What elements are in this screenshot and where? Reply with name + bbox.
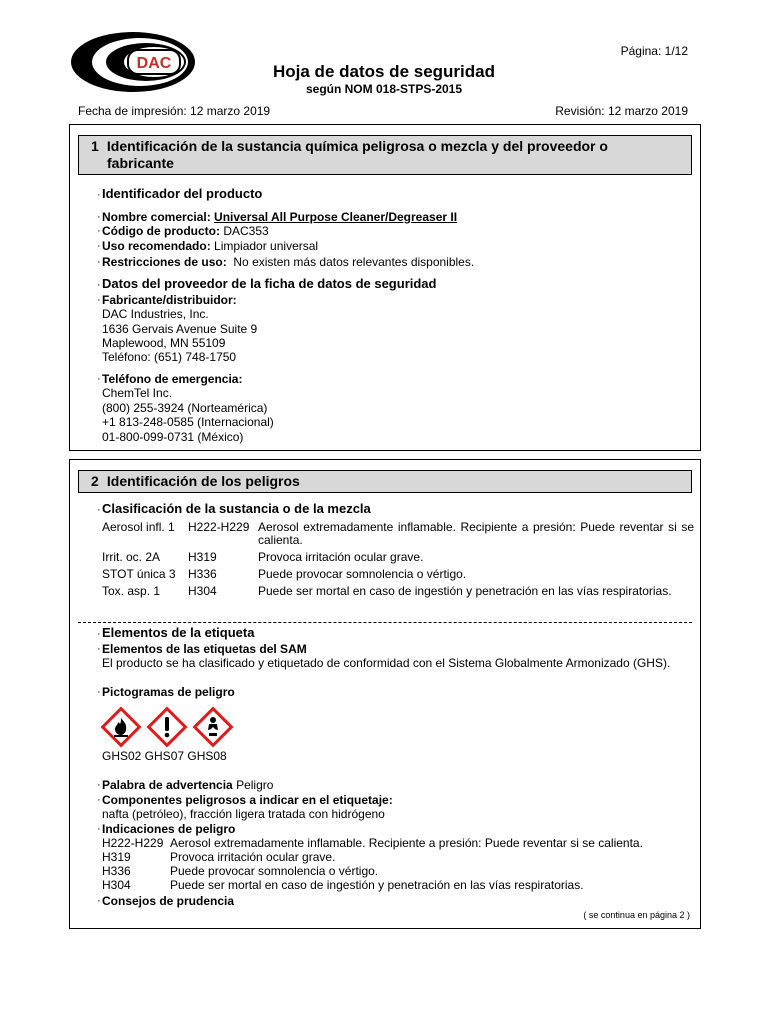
flame-icon xyxy=(100,706,142,748)
section-2-heading: 2 Identificación de los peligros xyxy=(78,470,692,493)
trade-name-line: Nombre comercial: Universal All Purpose Cleaner/Degreaser II xyxy=(102,210,458,224)
revision-date: Revisión: 12 marzo 2019 xyxy=(555,104,688,118)
supplier-heading: Datos del proveedor de la ficha de datos de seguridad xyxy=(102,276,437,291)
pictogram-row xyxy=(100,706,234,748)
components-label: Componentes peligrosos a indicar en el etiquetaje: xyxy=(102,793,393,807)
classification-heading: Clasificación de la sustancia o de la mezcla xyxy=(102,501,371,516)
manufacturer-address-1: 1636 Gervais Avenue Suite 9 xyxy=(102,322,258,336)
classification-table xyxy=(102,521,694,602)
emergency-phone-na: (800) 255-3924 (Norteamérica) xyxy=(102,401,268,415)
classification-row: STOT única 3 H336 Puede provocar somnolencia o vértigo. xyxy=(102,567,467,581)
label-elements-heading: Elementos de la etiqueta xyxy=(102,625,255,640)
hazard-statement: H222-H229 Aerosol extremadamente inflamable. Recipiente a presión: Puede reventar si se calienta. xyxy=(102,836,643,850)
hazard-statement: H319 Provoca irritación ocular grave. xyxy=(102,850,336,864)
page-number: Página: 1/12 xyxy=(620,44,688,58)
hazard-statements-label: Indicaciones de peligro xyxy=(102,822,236,836)
exclamation-icon xyxy=(146,706,188,748)
product-code-line: Código de producto: DAC353 xyxy=(102,224,269,238)
manufacturer-address-2: Maplewood, MN 55109 xyxy=(102,336,226,350)
classification-row: Irrit. oc. 2A H319 Provoca irritación ocular grave. xyxy=(102,550,424,564)
section-1-heading: 1 Identificación de la sustancia química peligrosa o mezcla y del proveedor o fabricante xyxy=(78,135,692,175)
manufacturer-name: DAC Industries, Inc. xyxy=(102,307,209,321)
components-text: nafta (petróleo), fracción ligera tratada con hidrógeno xyxy=(102,807,385,821)
product-identifier-heading: Identificador del producto xyxy=(102,186,263,201)
sam-label: Elementos de las etiquetas del SAM xyxy=(102,642,307,656)
hazard-statement: H304 Puede ser mortal en caso de ingestión y penetración en las vías respiratorias. xyxy=(102,878,584,892)
print-date: Fecha de impresión: 12 marzo 2019 xyxy=(78,104,271,118)
emergency-phone-mx: 01-800-099-0731 (México) xyxy=(102,430,244,444)
signal-word-line: Palabra de advertencia Peligro xyxy=(102,778,274,792)
manufacturer-phone: Teléfono: (651) 748-1750 xyxy=(102,350,237,364)
sam-text: El producto se ha clasificado y etiquetado de conformidad con el Sistema Globalmente Armonizado (GHS). xyxy=(102,656,671,670)
health-hazard-icon xyxy=(192,706,234,748)
pictogram-codes: GHS02 GHS07 GHS08 xyxy=(102,749,227,763)
manufacturer-label: Fabricante/distribuidor: xyxy=(102,293,237,307)
section-2: 2 Identificación de los peligros · Clasificación de la sustancia o de la mezcla Aerosol infl. 1 H222-H229 Aerosol extremadamente inflamable. Recipiente a presión: Puede reventar si se calienta. Irrit. oc. 2A H319 Provoca irritación ocular grave. STOT única 3 H336 Puede provocar somnolencia o vértigo. Tox. asp. 1 H304 Puede ser mortal en caso de ingestión y penetración en las vías respiratorias. · Elementos de la etiqueta · Elementos de las etiquetas del SAM El producto se ha clasificado y etiquetado de conformidad con el Sistema Globalmente Armonizado (GHS). · Pictogramas de peligro GHS02 GHS07 GHS08 · Palabra de advertencia Peligro · Componentes peligrosos a indicar en el etiquetaje: nafta (petróleo), fracción ligera tratada con hidrógeno · Indicaciones de peligro H222-H229 Aerosol extremadamente inflamable. Recipiente a presión: Puede reventar si se calienta. H319 Provoca irritación ocular grave. H336 Puede provocar somnolencia o vértigo. H304 Puede ser mortal en caso de ingestión y penetración en las vías respiratorias. · Consejos de prudencia ( se continua en página 2 ) xyxy=(69,459,701,929)
trade-name: Universal All Purpose Cleaner/Degreaser II xyxy=(214,210,458,224)
restrictions-line: Restricciones de uso: No existen más datos relevantes disponibles. xyxy=(102,255,475,269)
signal-word: Peligro xyxy=(236,778,274,792)
emergency-company: ChemTel Inc. xyxy=(102,386,173,400)
recommended-use-line: Uso recomendado: Limpiador universal xyxy=(102,239,319,253)
precautionary-label: Consejos de prudencia xyxy=(102,894,235,908)
classification-row: Tox. asp. 1 H304 Puede ser mortal en caso de ingestión y penetración en las vías respiratorias. xyxy=(102,584,672,598)
classification-row: Aerosol infl. 1 H222-H229 Aerosol extremadamente inflamable. Recipiente a presión: Puede reventar si se calienta. xyxy=(102,520,694,547)
emergency-phone-intl: +1 813-248-0585 (Internacional) xyxy=(102,415,274,429)
document-title: Hoja de datos de seguridad xyxy=(273,62,495,81)
hazard-statements-list xyxy=(102,836,643,892)
divider xyxy=(78,622,692,623)
section-1: 1 Identificación de la sustancia química peligrosa o mezcla y del proveedor o fabricante · Identificador del producto · Nombre comercial: Universal All Purpose Cleaner/Degreaser II · Código de producto: DAC353 · Uso recomendado: Limpiador universal · Restricciones de uso: No existen más datos relevantes disponibles. · Datos del proveedor de la ficha de datos de seguridad · Fabricante/distribuidor: DAC Industries, Inc. 1636 Gervais Avenue Suite 9 Maplewood, MN 55109 Teléfono: (651) 748-1750 · Teléfono de emergencia: ChemTel Inc. (800) 255-3924 (Norteamérica) +1 813-248-0585 (Internacional) 01-800-099-0731 (México) xyxy=(69,124,701,451)
document-subtitle: según NOM 018-STPS-2015 xyxy=(305,82,463,96)
pictograms-label: Pictogramas de peligro xyxy=(102,685,235,699)
continued-note: ( se continua en página 2 ) xyxy=(583,910,690,920)
hazard-statement: H336 Puede provocar somnolencia o vértigo. xyxy=(102,864,379,878)
emergency-phone-label: Teléfono de emergencia: xyxy=(102,372,243,386)
logo-text: DAC xyxy=(136,55,172,72)
